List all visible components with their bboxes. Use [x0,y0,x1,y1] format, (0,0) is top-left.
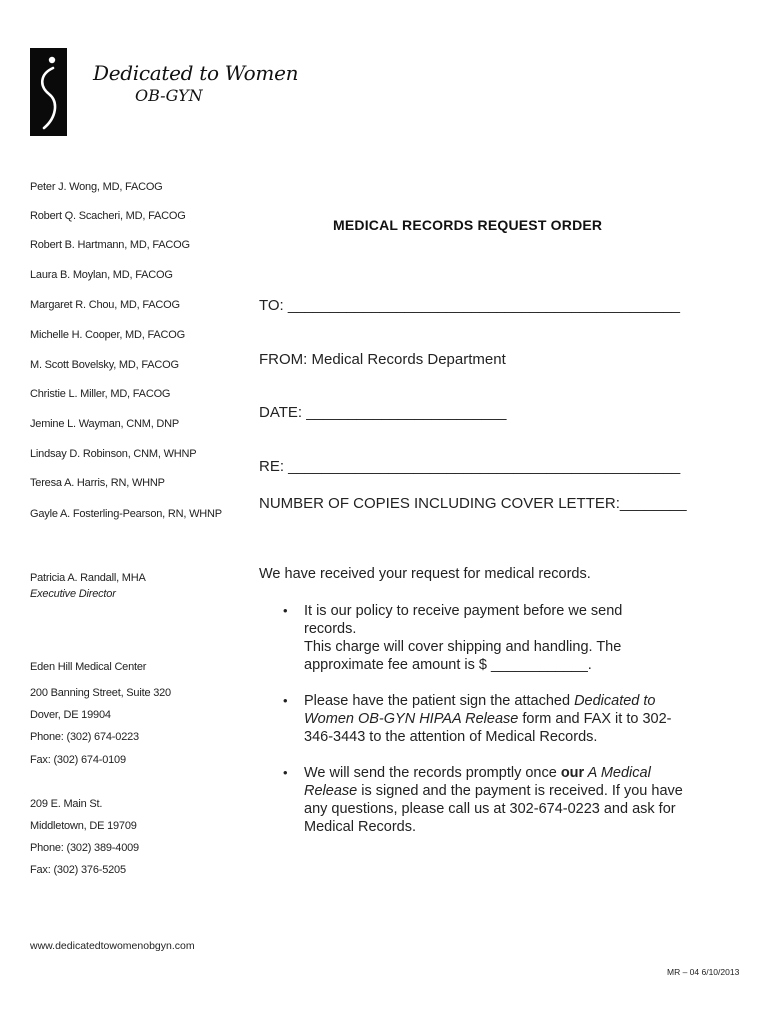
physician-name: Lindsay D. Robinson, CNM, WHNP [30,448,197,460]
physician-name: Margaret R. Chou, MD, FACOG [30,299,180,311]
to-field: TO: _______________________________________________ [259,297,680,314]
logo-subtitle: OB-GYN [135,86,203,105]
physician-name: Robert B. Hartmann, MD, FACOG [30,239,190,251]
from-field: FROM: Medical Records Department [259,351,506,368]
bullet-text: is signed and the payment is received. If you have any questions, please call us at 302-674-0223 and ask for Medical Records. [304,783,683,835]
bullet-hipaa-release [304,692,684,746]
bullet-text-bold: our [560,765,585,781]
bullet-text-italic: A Medical Release [304,765,651,799]
physician-name: Teresa A. Harris, RN, WHNP [30,477,165,489]
bullet-payment-policy [304,602,704,674]
message-intro: We have received your request for medical records. [259,566,591,582]
physician-name: Gayle A. Fosterling-Pearson, RN, WHNP [30,508,222,520]
office-phone: Phone: (302) 389-4009 [30,842,139,854]
office-street: 200 Banning Street, Suite 320 [30,687,171,699]
physician-name: Michelle H. Cooper, MD, FACOG [30,329,185,341]
bullet-text: This charge will cover shipping and handling. The approximate fee amount is $ ____________. [304,639,622,673]
bullet-icon: • [283,603,288,618]
office-street: 209 E. Main St. [30,798,103,810]
physician-name: Robert Q. Scacheri, MD, FACOG [30,210,186,222]
director-name: Patricia A. Randall, MHA [30,572,146,584]
copies-field: NUMBER OF COPIES INCLUDING COVER LETTER:________ [259,495,687,512]
re-field: RE: _______________________________________________ [259,458,681,475]
date-field: DATE: ________________________ [259,404,507,421]
bullet-send-records [304,764,689,836]
bullet-text: It is our policy to receive payment before we send records. [304,603,623,637]
form-title: MEDICAL RECORDS REQUEST ORDER [333,217,603,233]
bullet-icon: • [283,765,288,780]
office-city: Dover, DE 19904 [30,709,111,721]
physician-name: M. Scott Bovelsky, MD, FACOG [30,359,179,371]
s-swirl-logo-icon [30,48,67,136]
office-phone: Phone: (302) 674-0223 [30,731,139,743]
bullet-text: Please have the patient sign the attached [304,693,575,709]
physician-name: Jemine L. Wayman, CNM, DNP [30,418,180,430]
physician-name: Christie L. Miller, MD, FACOG [30,388,171,400]
office-fax: Fax: (302) 376-5205 [30,864,126,876]
bullet-text: We will send the records promptly once [304,765,561,781]
office-name: Eden Hill Medical Center [30,661,147,673]
physician-name: Peter J. Wong, MD, FACOG [30,181,163,193]
bullet-text-italic: Dedicated to Women OB-GYN HIPAA Release [304,693,656,727]
physician-name: Laura B. Moylan, MD, FACOG [30,269,173,281]
bullet-text: form and FAX it to 302-346-3443 to the attention of Medical Records. [304,711,672,745]
form-code: MR – 04 6/10/2013 [667,967,740,977]
office-city: Middletown, DE 19709 [30,820,137,832]
director-title: Executive Director [30,588,116,600]
bullet-icon: • [283,693,288,708]
website-url: www.dedicatedtowomenobgyn.com [30,940,195,952]
office-fax: Fax: (302) 674-0109 [30,754,126,766]
logo-name: Dedicated to Women [93,61,299,85]
